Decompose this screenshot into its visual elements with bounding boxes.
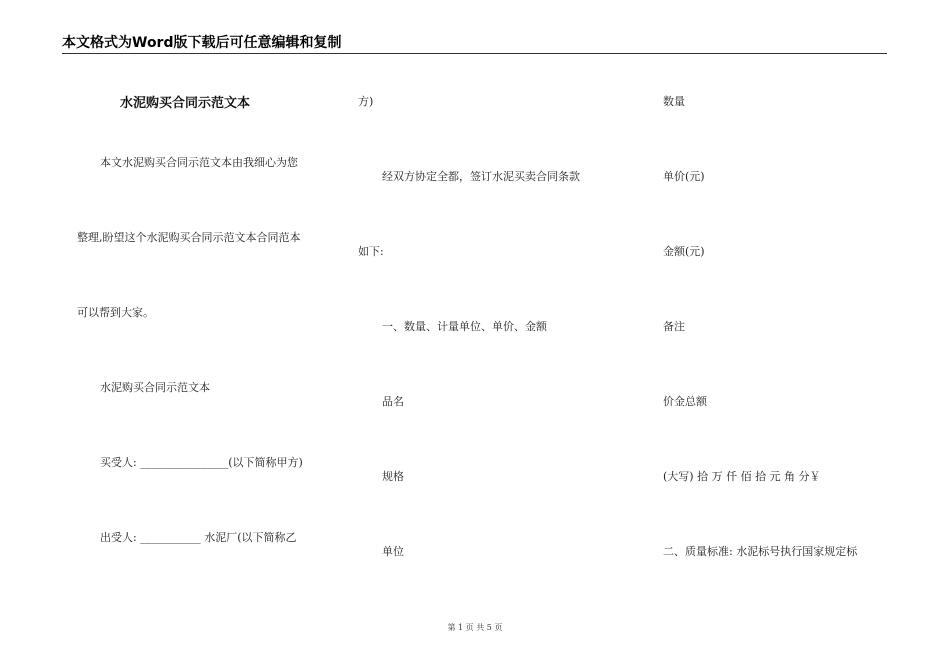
paragraph-line: 可以帮到大家。: [77, 306, 154, 319]
table-field-label: 单位: [382, 545, 404, 558]
section-title: 水泥购买合同示范文本: [100, 381, 210, 394]
paragraph-line: 本文水泥购买合同示范文本由我细心为您: [100, 156, 298, 169]
paragraph-line: 整理,盼望这个水泥购买合同示范文本合同范本: [77, 231, 301, 244]
clause-heading: 一、数量、计量单位、单价、金额: [382, 320, 547, 333]
table-field-label: 备注: [663, 320, 685, 333]
table-field-label: 单价(元): [663, 170, 705, 183]
document-title: 水泥购买合同示范文本: [120, 96, 251, 111]
paragraph-line: 方): [358, 95, 374, 108]
table-field-label: 规格: [382, 470, 404, 483]
document-header: 本文格式为Word版下载后可任意编辑和复制: [62, 34, 887, 54]
table-field-label: 金额(元): [663, 245, 705, 258]
seller-line: 出受人: ___________ 水泥厂(以下简称乙: [100, 531, 297, 544]
page-number: 第 1 页 共 5 页: [447, 623, 503, 632]
clause-heading: 二、质量标准: 水泥标号执行国家规定标: [663, 545, 858, 558]
table-field-label: 价金总额: [663, 395, 707, 408]
table-field-label: 品名: [382, 395, 404, 408]
paragraph-line: 如下:: [358, 245, 384, 258]
amount-in-words-line: (大写) 拾 万 仟 佰 拾 元 角 分￥: [663, 470, 821, 483]
buyer-line: 买受人: ________________(以下简称甲方): [100, 456, 303, 469]
table-field-label: 数量: [663, 95, 685, 108]
paragraph-line: 经双方协定全都，签订水泥买卖合同条款: [382, 170, 580, 183]
